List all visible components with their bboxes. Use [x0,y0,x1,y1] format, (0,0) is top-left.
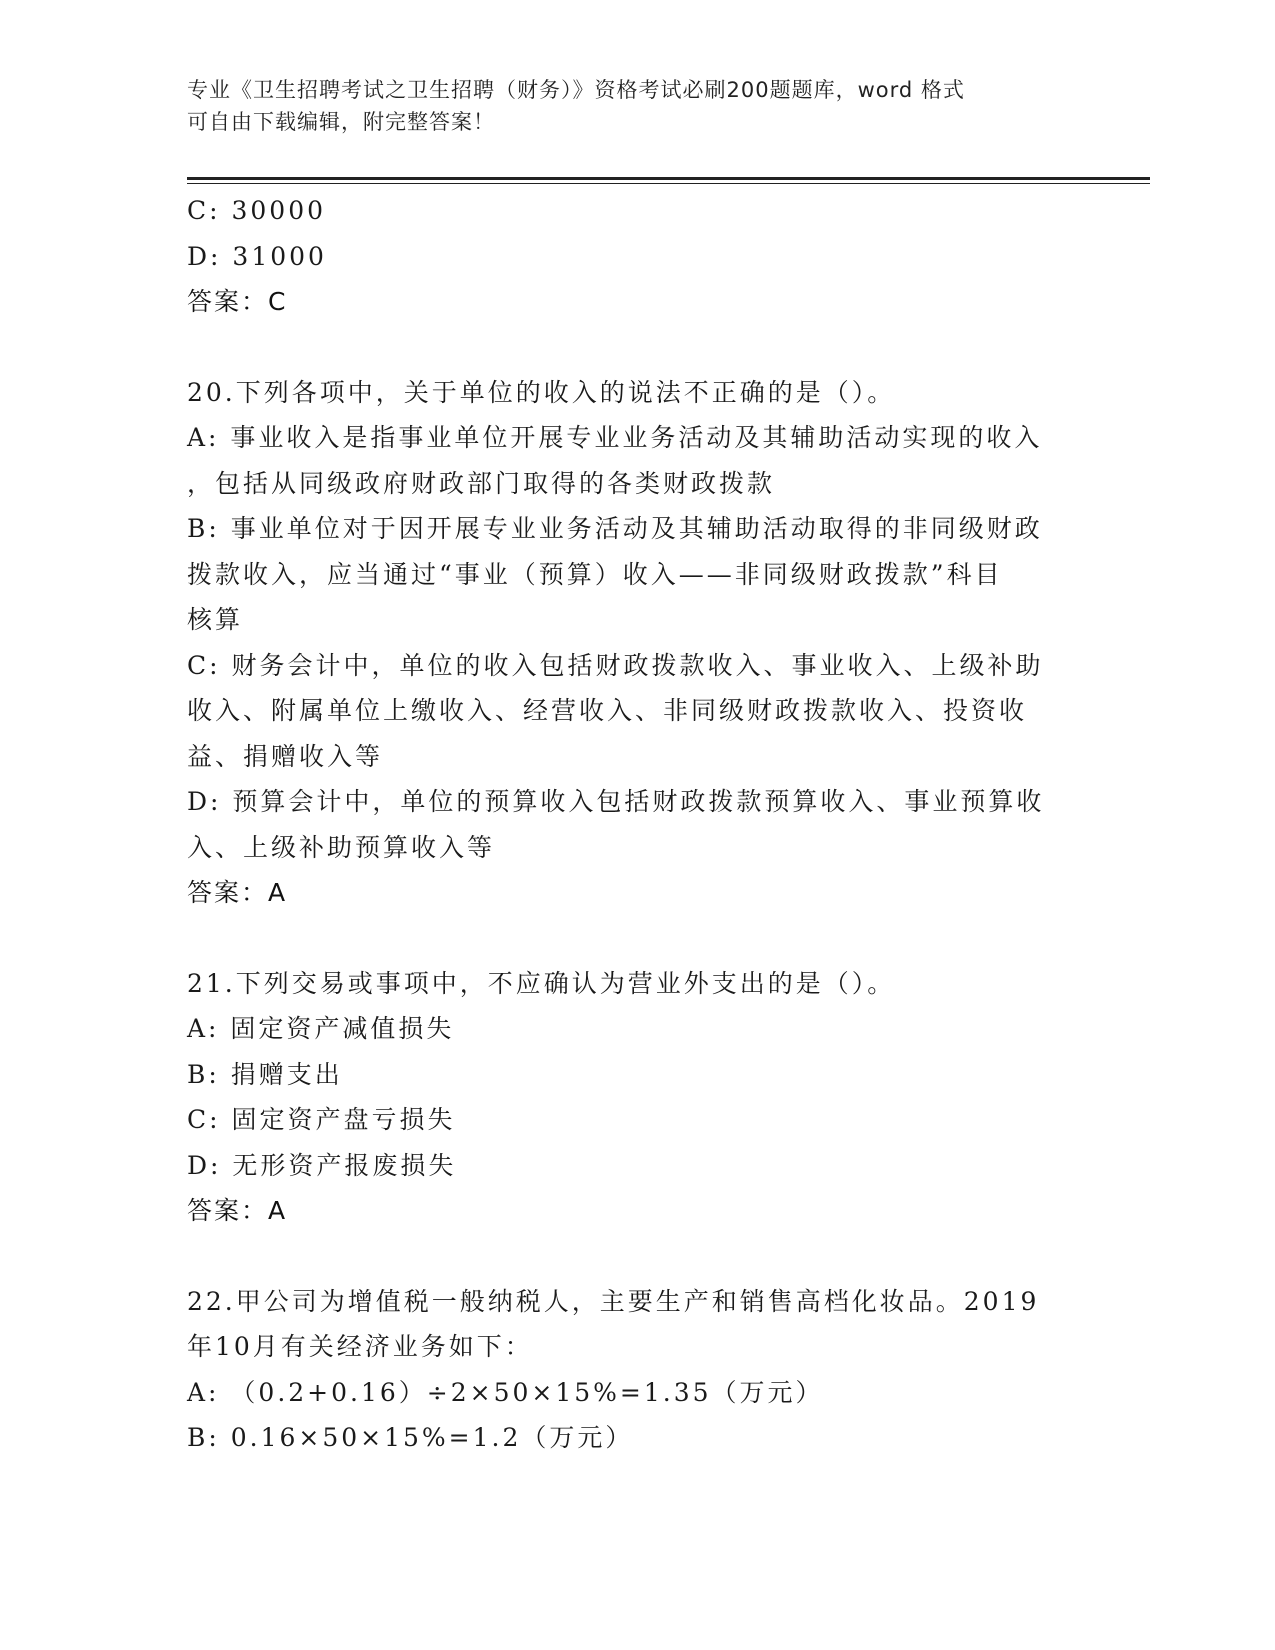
header-line-2: 可自由下载编辑，附完整答案！ [187,110,495,134]
header-rule-thick [187,177,1150,180]
question-19-tail [187,188,1077,325]
option-c: C: 固定资产盘亏损失 [187,1105,456,1134]
option-d: D: 31000 [187,241,327,271]
option-d-line-1: D: 预算会计中，单位的预算收入包括财政拨款预算收入、事业预算收 [187,787,1045,816]
option-c-line-2: 收入、附属单位上缴收入、经营收入、非同级财政拨款收入、投资收 [187,696,1028,725]
document-body [187,188,1077,1461]
spacer [187,1234,1077,1279]
option-b: B: 捐赠支出 [187,1059,343,1089]
question-text-line-1: 22.甲公司为增值税一般纳税人，主要生产和销售高档化妆品。2019 [187,1286,1040,1316]
question-20 [187,370,1077,916]
question-text-line-2: 年10月有关经济业务如下： [187,1332,533,1361]
option-b-line-2: 拨款收入，应当通过“事业（预算）收入——非同级财政拨款”科目 [187,559,1003,589]
option-d-line-2: 入、上级补助预算收入等 [187,832,496,862]
option-c-line-3: 益、捐赠收入等 [187,741,384,771]
question-text: 20.下列各项中，关于单位的收入的说法不正确的是（）。 [187,377,896,407]
option-b: B: 0.16×50×15%=1.2（万元） [187,1423,634,1452]
option-b-line-3: 核算 [187,605,244,634]
question-22 [187,1279,1077,1461]
option-c-line-1: C: 财务会计中，单位的收入包括财政拨款收入、事业收入、上级补助 [187,650,1044,680]
answer-line: 答案：C [187,287,288,316]
option-b-line-1: B: 事业单位对于因开展专业业务活动及其辅助活动取得的非同级财政 [187,514,1043,543]
option-c: C: 30000 [187,196,327,225]
question-text: 21.下列交易或事项中，不应确认为营业外支出的是（）。 [187,968,896,998]
option-d: D: 无形资产报废损失 [187,1150,457,1180]
page-header [187,74,1067,138]
option-a: A: （0.2+0.16）÷2×50×15%=1.35（万元） [187,1377,824,1407]
header-line-1: 专业《卫生招聘考试之卫生招聘（财务）》资格考试必刷200题题库，word 格式 [187,78,965,102]
option-a-line-2: ，包括从同级政府财政部门取得的各类财政拨款 [187,468,776,498]
header-rule-thin [187,183,1150,184]
answer-line: 答案：A [187,1196,288,1225]
spacer [187,325,1077,370]
spacer [187,916,1077,961]
option-a: A: 固定资产减值损失 [187,1014,455,1043]
answer-line: 答案：A [187,878,288,907]
question-21 [187,961,1077,1234]
option-a-line-1: A: 事业收入是指事业单位开展专业业务活动及其辅助活动实现的收入 [187,423,1043,452]
